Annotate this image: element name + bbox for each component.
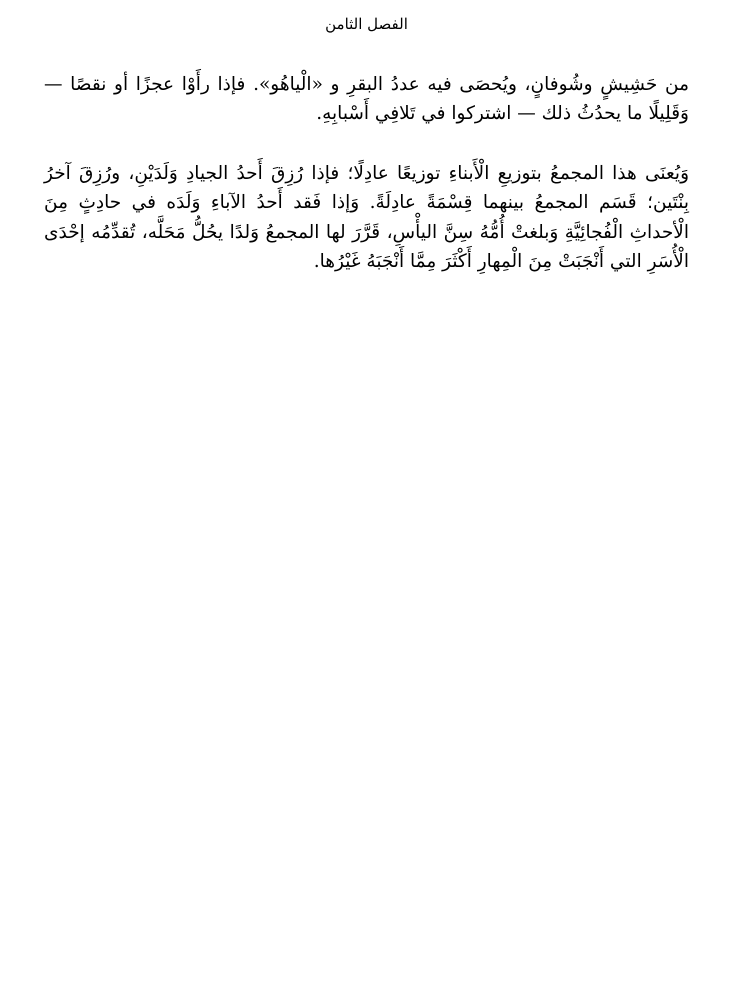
chapter-title: الفصل الثامن [325,15,408,33]
paragraph-1: من حَشِيشٍ وشُوفانٍ، ويُحصَى فيه عددُ البقرِ و «الْياهُو». فإذا رأَوْا عجزًا أو نقصًا — وَقَلِيلًا ما يحدُثُ ذلك — اشتركوا في تَلافِي أَسْبابِهِ. [44,74,689,125]
paragraph-2: وَيُعنَى هذا المجمعُ بتوزيعِ الْأَبناءِ توزيعًا عادِلًا؛ فإذا رُزِقَ أَحدُ الجيادِ وَلَدَيْنِ، ورُزِقَ آخرُ بِنْتَين؛ قَسَم المجمعُ بينهما قِسْمَةً عادِلَةً. وَإذا فَقد أَحدُ الآباءِ وَلَدَه في حادِثٍ مِنَ الْأحداثِ الْفُجائِيَّةِ وَبلغتْ أُمُّهُ سِنَّ اليأْسِ، قَرَّرَ لها المجمعُ وَلدًا يحُلُّ مَحَلَّه، تُقدِّمُه إحْدَى الْأُسَرِ التي أَنْجَبَتْ مِنَ الْمِهارِ أَكْثَرَ مِمَّا أَنْجَبَهُ غَيْرُها. [44,162,689,273]
